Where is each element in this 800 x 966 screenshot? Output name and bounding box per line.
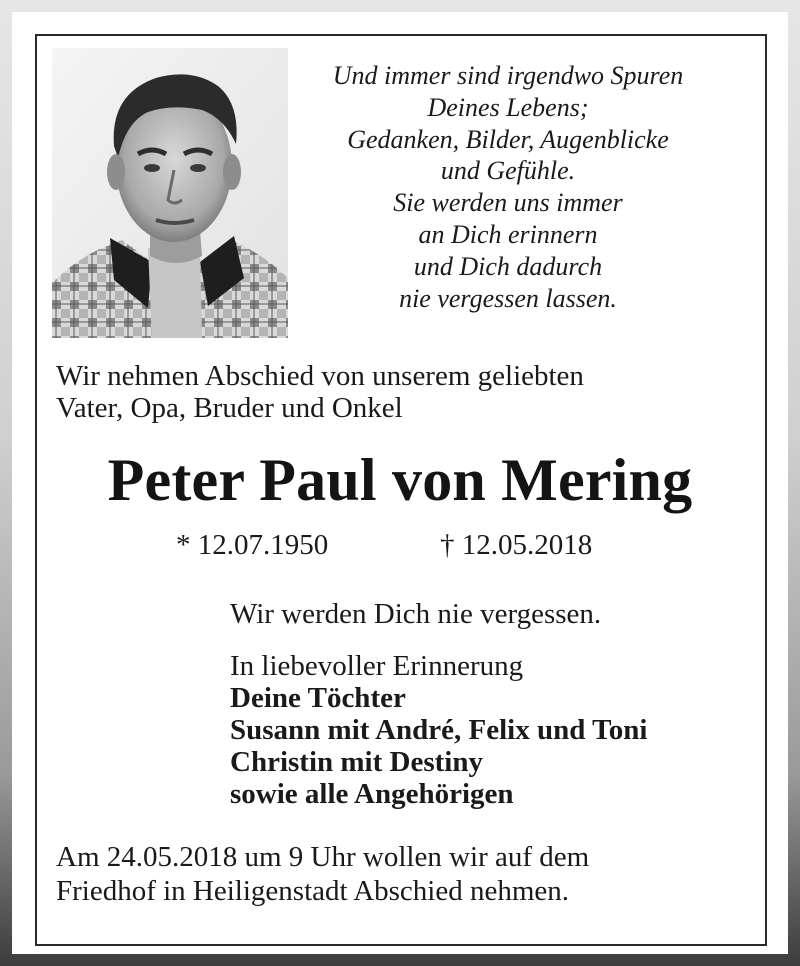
signature-intro: In liebevoller Erinnerung bbox=[230, 650, 524, 682]
poem-line: Deines Lebens; bbox=[427, 92, 589, 122]
portrait-photo bbox=[52, 48, 288, 338]
farewell-line: Wir werden Dich nie vergessen. bbox=[230, 598, 602, 630]
death-date: † 12.05.2018 bbox=[440, 529, 593, 561]
poem bbox=[296, 60, 720, 314]
service-line: Am 24.05.2018 um 9 Uhr wollen wir auf dem bbox=[56, 841, 590, 873]
deceased-name: Peter Paul von Mering bbox=[107, 447, 693, 513]
signature-line: Deine Töchter bbox=[230, 682, 406, 714]
poem-line: Sie werden uns immer bbox=[393, 188, 623, 218]
signature-block bbox=[230, 650, 770, 810]
farewell-text bbox=[230, 598, 770, 630]
poem-line: Gedanken, Bilder, Augenblicke bbox=[347, 124, 669, 154]
signature-line: sowie alle Angehörigen bbox=[230, 778, 514, 810]
intro-line: Wir nehmen Abschied von unserem geliebten bbox=[56, 360, 584, 392]
service-line: Friedhof in Heiligenstadt Abschied nehmen. bbox=[56, 875, 570, 907]
signature-line: Christin mit Destiny bbox=[230, 746, 483, 778]
poem-line: an Dich erinnern bbox=[418, 219, 598, 249]
intro-line: Vater, Opa, Bruder und Onkel bbox=[56, 392, 403, 424]
poem-line: Und immer sind irgendwo Spuren bbox=[332, 61, 684, 90]
birth-date: * 12.07.1950 bbox=[176, 529, 329, 561]
poem-line: und Dich dadurch bbox=[413, 251, 603, 281]
signature-line: Susann mit André, Felix und Toni bbox=[230, 714, 648, 746]
poem-line: nie vergessen lassen. bbox=[399, 283, 617, 313]
farewell-intro bbox=[56, 360, 756, 424]
service-announcement bbox=[56, 840, 756, 908]
poem-line: und Gefühle. bbox=[440, 156, 576, 186]
